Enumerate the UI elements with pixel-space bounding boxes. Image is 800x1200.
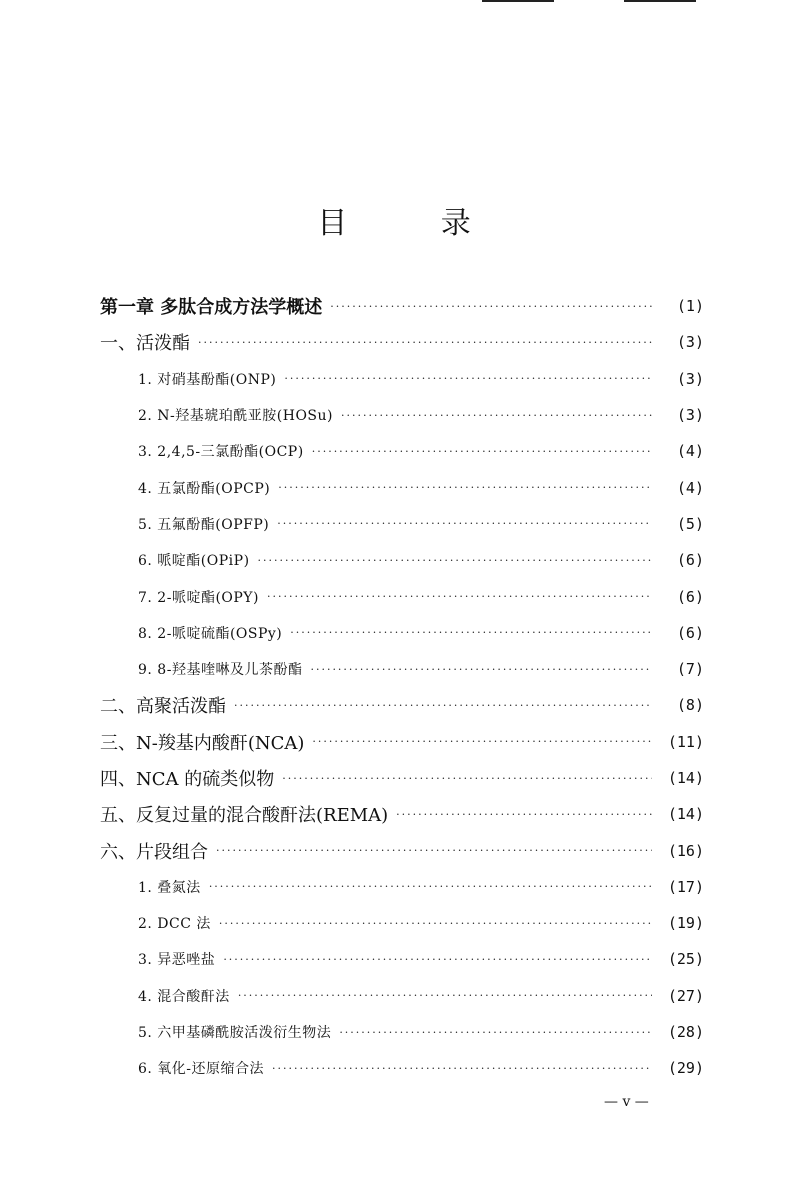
toc-entry-page: (6) (676, 551, 704, 570)
page-number-footer: — v — (604, 1094, 649, 1110)
toc-entry-label: 1. 对硝基酚酯(ONP) (138, 371, 277, 388)
table-of-contents (100, 288, 704, 1087)
dot-leader (282, 772, 652, 785)
dot-leader (312, 445, 652, 458)
toc-entry-page: (16) (667, 841, 704, 860)
toc-entry[interactable] (100, 651, 704, 687)
toc-entry[interactable] (100, 288, 704, 324)
toc-entry[interactable] (100, 469, 704, 505)
toc-entry-page: (1) (676, 297, 704, 316)
toc-entry-label: 5. 五氟酚酯(OPFP) (138, 516, 270, 533)
toc-entry-page: (27) (667, 986, 704, 1005)
toc-entry[interactable] (100, 869, 704, 905)
toc-entry-label: 7. 2-哌啶酯(OPY) (138, 589, 260, 606)
toc-entry-label: 3. 异恶唑盐 (138, 952, 216, 969)
toc-entry-label: 4. 混合酸酐法 (138, 988, 230, 1005)
toc-entry-label: 五、反复过量的混合酸酐法(REMA) (100, 805, 389, 827)
toc-entry-page: (4) (676, 442, 704, 461)
toc-entry-label: 一、活泼酯 (100, 333, 190, 355)
toc-entry-label: 二、高聚活泼酯 (100, 696, 226, 718)
dot-leader (223, 953, 652, 966)
toc-entry-page: (11) (667, 732, 704, 751)
toc-entry-label: 2. N-羟基琥珀酰亚胺(HOSu) (138, 408, 334, 425)
toc-entry[interactable] (100, 760, 704, 796)
toc-entry-page: (3) (676, 333, 704, 352)
toc-entry-label: 8. 2-哌啶硫酯(OSPy) (138, 625, 283, 642)
top-rule-right (624, 0, 696, 2)
toc-entry-label: 四、NCA 的硫类似物 (100, 769, 275, 790)
dot-leader (219, 917, 652, 930)
dot-leader (284, 372, 652, 385)
toc-entry[interactable] (100, 615, 704, 651)
toc-entry[interactable] (100, 724, 704, 760)
toc-entry[interactable] (100, 1050, 704, 1086)
toc-entry[interactable] (100, 941, 704, 977)
toc-entry-page: (19) (667, 914, 704, 933)
toc-entry-label: 5. 六甲基磷酰胺活泼衍生物法 (138, 1025, 332, 1042)
toc-entry-page: (4) (676, 478, 704, 497)
dot-leader (278, 481, 652, 494)
dot-leader (234, 699, 652, 712)
dot-leader (339, 1026, 652, 1039)
toc-entry[interactable] (100, 324, 704, 360)
toc-entry[interactable] (100, 687, 704, 723)
toc-entry-label: 3. 2,4,5-三氯酚酯(OCP) (138, 444, 304, 461)
toc-entry-page: (8) (676, 696, 704, 715)
toc-entry[interactable] (100, 796, 704, 832)
dot-leader (272, 1062, 652, 1075)
toc-entry[interactable] (100, 832, 704, 868)
dot-leader (310, 663, 652, 676)
toc-entry-page: (3) (676, 369, 704, 388)
toc-entry-page: (7) (676, 660, 704, 679)
toc-entry-page: (6) (676, 587, 704, 606)
toc-entry[interactable] (100, 578, 704, 614)
toc-entry-label: 6. 氧化-还原缩合法 (138, 1061, 265, 1078)
toc-entry-page: (17) (667, 877, 704, 896)
dot-leader (312, 735, 652, 748)
dot-leader (330, 300, 652, 313)
toc-entry-page: (14) (667, 805, 704, 824)
toc-entry-page: (6) (676, 623, 704, 642)
dot-leader (209, 880, 652, 893)
toc-entry[interactable] (100, 506, 704, 542)
toc-entry[interactable] (100, 905, 704, 941)
toc-entry[interactable] (100, 433, 704, 469)
toc-entry-label: 第一章 多肽合成方法学概述 (100, 297, 323, 319)
dot-leader (277, 517, 652, 530)
dot-leader (198, 336, 652, 349)
dot-leader (267, 590, 652, 603)
toc-entry[interactable] (100, 978, 704, 1014)
dot-leader (290, 626, 652, 639)
dot-leader (258, 554, 652, 567)
page-title: 目 录 (317, 206, 513, 241)
toc-entry[interactable] (100, 542, 704, 578)
toc-entry-label: 六、片段组合 (100, 841, 208, 863)
toc-entry-page: (5) (676, 514, 704, 533)
toc-entry-label: 1. 叠氮法 (138, 879, 201, 896)
toc-entry-page: (3) (676, 406, 704, 425)
toc-entry-label: 6. 哌啶酯(OPiP) (138, 553, 250, 570)
dot-leader (216, 844, 652, 857)
toc-entry-page: (14) (667, 769, 704, 787)
toc-entry[interactable] (100, 397, 704, 433)
toc-entry-label: 2. DCC 法 (138, 916, 211, 933)
toc-entry-label: 4. 五氯酚酯(OPCP) (138, 480, 271, 497)
toc-entry[interactable] (100, 361, 704, 397)
dot-leader (396, 808, 652, 821)
toc-entry-page: (25) (667, 950, 704, 969)
toc-entry-page: (29) (667, 1059, 704, 1078)
top-rule-left (482, 0, 554, 2)
dot-leader (238, 989, 652, 1002)
toc-entry-label: 9. 8-羟基喹啉及儿茶酚酯 (138, 662, 303, 679)
dot-leader (341, 409, 652, 422)
toc-entry-label: 三、N-羧基内酸酐(NCA) (100, 732, 305, 754)
toc-entry-page: (28) (667, 1023, 704, 1042)
toc-entry[interactable] (100, 1014, 704, 1050)
